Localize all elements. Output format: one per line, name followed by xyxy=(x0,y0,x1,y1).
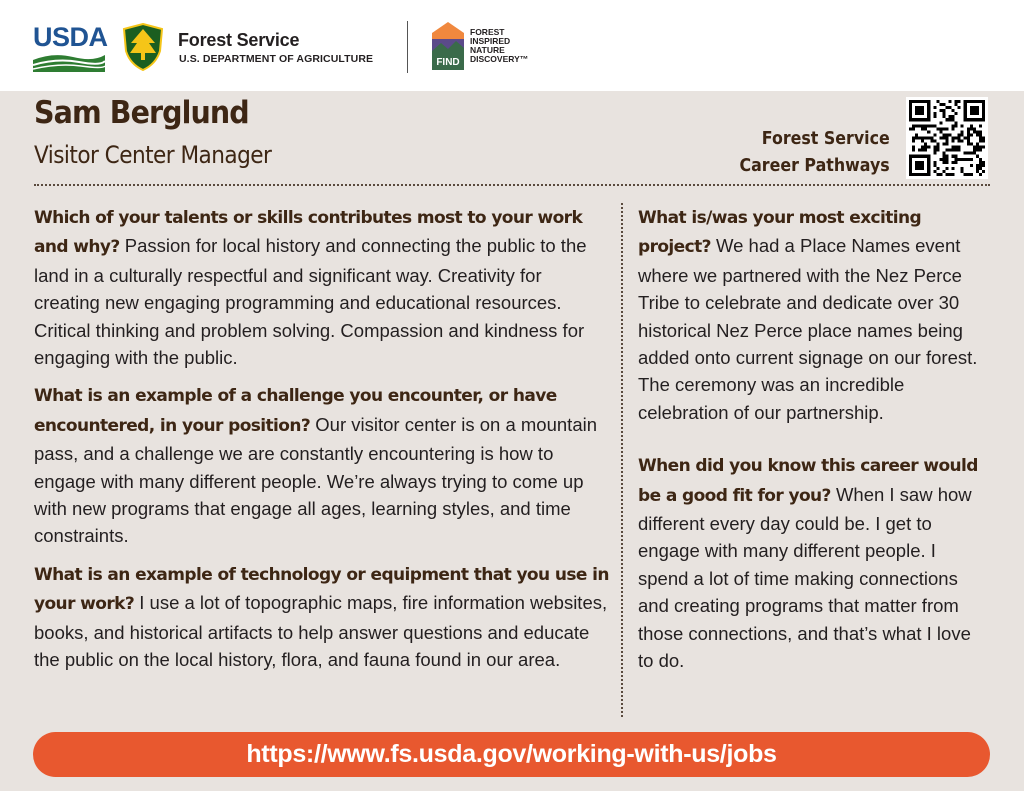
answer: Our visitor center is on a mountain pass, and a challenge we are constantly encountering is how to engage with many different people. We’re always trying to come up with new programs that engage all ages, learning styles, and time constraints. xyxy=(34,413,598,547)
usda-logo[interactable] xyxy=(33,22,108,74)
profile-name: Sam Berglund xyxy=(34,95,249,131)
column-dotted-divider xyxy=(621,203,623,717)
left-column xyxy=(34,203,612,684)
usda-hills-icon xyxy=(33,52,105,72)
question: What is an example of a challenge you encounter, or have encountered, in your position? xyxy=(34,386,557,436)
question: What is an example of technology or equipment that you use in your work? xyxy=(34,564,609,615)
find-badge-label: FIND xyxy=(436,57,460,68)
qa-item xyxy=(638,203,990,426)
find-program-name: FOREST INSPIRED NATURE DISCOVERY™ xyxy=(470,27,529,64)
header-band xyxy=(0,0,1024,91)
answer: Passion for local history and connecting the public to the land in a culturally respectful and significant way. Creativity for creating new engaging programming and educational resources. Critical thinking and problem solving. Compassion and kindness for engaging with the public. xyxy=(34,235,587,369)
qa-item xyxy=(34,560,612,674)
qa-item xyxy=(34,381,612,549)
header-dotted-divider xyxy=(34,184,990,186)
forest-service-shield-icon xyxy=(122,23,164,71)
answer: When I saw how different every day could be. I get to engage with many different people. I spend a lot of time making connections and creating programs that matter from those connections, and that’s what I love to do. xyxy=(638,483,972,672)
question: What is/was your most exciting project? xyxy=(638,208,922,258)
jobs-url-link[interactable]: https://www.fs.usda.gov/working-with-us/jobs xyxy=(246,740,777,768)
agency-name: Forest Service xyxy=(178,30,300,50)
question: When did you know this career would be a good fit for you? xyxy=(638,456,978,506)
qr-code-icon[interactable] xyxy=(906,97,988,179)
career-pathways-label: Forest Service Career Pathways xyxy=(739,128,890,176)
usda-wordmark: USDA xyxy=(33,22,108,52)
right-column xyxy=(638,203,990,685)
question: Which of your talents or skills contributes most to your work and why? xyxy=(34,208,583,258)
find-badge-icon xyxy=(431,21,465,71)
department-name: U.S. DEPARTMENT OF AGRICULTURE xyxy=(179,53,374,65)
answer: I use a lot of topographic maps, fire information websites, books, and historical artifacts to help answer questions and educate the public on the local history, flora, and fauna found in our area. xyxy=(34,592,608,671)
qa-item xyxy=(34,203,612,371)
qa-item xyxy=(638,451,990,674)
answer: We had a Place Names event where we partnered with the Nez Perce Tribe to celebrate and dedicate over 30 historical Nez Perce place names being added onto current signage on our forest. The ceremony was an incredible celebration of our partnership. xyxy=(638,235,978,423)
jobs-url-bar[interactable] xyxy=(33,732,990,777)
header-divider xyxy=(407,21,408,73)
profile-title: Visitor Center Manager xyxy=(34,141,272,169)
career-profile-card xyxy=(0,91,1024,791)
